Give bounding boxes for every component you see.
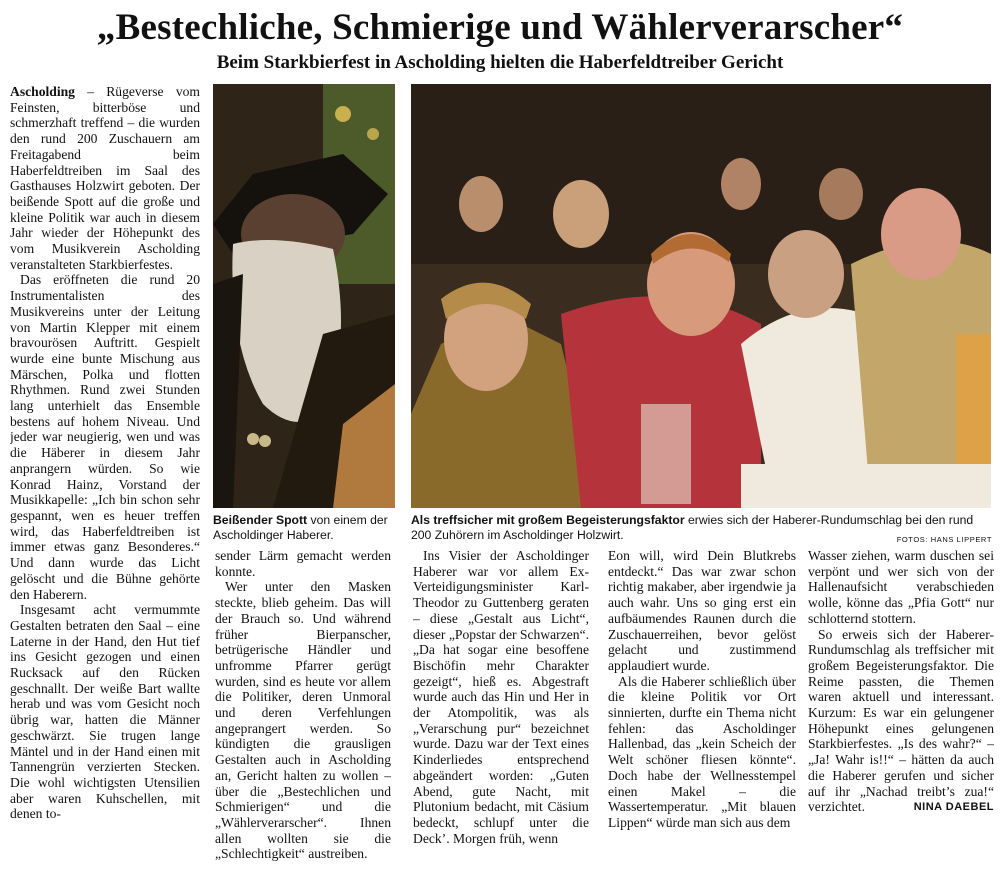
paragraph-text: – Rügeverse vom Feinsten, bitterböse und schmerzhaft treffend – die wurden den rund 200 Zuschauern am Freitagabend beim Haberfeldtreiben im Saal des Gasthauses Holzwirt geboten. Der beißende Spott auf die große und kleine Politik war auch in diesem Jahr wieder der Höhepunkt des vom Musikverein Ascholding veranstalteten Starkbierfestes. [10, 84, 200, 272]
headline: „Bestechliche, Schmierige und Wählerverarscher“ [96, 7, 904, 48]
paragraph: Als die Haberer schließlich über die kleine Politik vor Ort sinnierten, durfte ein Thema nicht fehlen: das Ascholdinger Hallenbad, das „kein Scheich der Welt schöner fliesen könnte“. Doch habe der Wellnesstempel einen Makel – die Wassertemperatur. „Mit blauen Lippen“ würde man sich aus dem [608, 673, 796, 830]
article-column-4 [608, 548, 796, 884]
author-signature: NINA DAEBEL [913, 800, 994, 813]
paragraph: Ins Visier der Ascholdinger Haberer war vor allem Ex-Verteidigungsminister Karl-Theodor zu Guttenberg geraten – diese „Gestalt aus Licht“, dieser „Popstar der Schwarzen“. „Da hat sogar eine besoffene Bischöfin mehr Charakter gezeigt“, hieß es. Abgestraft wurde auch das Hin und Her in der Atompolitik, was als „Verarschung pur“ bezeichnet wurde. Dazu war der Text eines Kinderliedes entsprechend abgeändert worden: „Guten Abend, gute Nacht, mit Plutonium bedacht, mit Cäsium bedeckt, schlupf unter die Deck’. Morgen früh, wenn [413, 548, 589, 846]
photo-audience-image [411, 84, 991, 508]
dateline: Ascholding [10, 84, 75, 99]
caption-bold: Als treffsicher mit großem Begeisterungsfaktor [411, 513, 685, 527]
photo-caption-1 [213, 513, 395, 543]
paragraph: sender Lärm gemacht werden konnte. [215, 548, 391, 579]
photo-haberer [213, 84, 395, 508]
photo-credit: FOTOS: HANS LIPPERT [896, 535, 992, 544]
paragraph: So erweis sich der Haberer-Rundumschlag als treffsicher mit großem Begeisterungsfaktor. Die Reime passten, die Themen waren aktuell und interessant. Kurzum: Es war ein gelungener Höhepunkt eines gelungenen Starkbierfestes. „Is des wahr?“ – „Ja! Wahr is!!“ – hätten da auch die Haberer gerufen und sicher auf ihr „Nachad treibt’s zua!“ verzichtet. [808, 626, 994, 815]
paragraph: Insgesamt acht vermummte Gestalten betraten den Saal – eine Laterne in der Hand, den Hut tief ins Gesicht gezogen und einen Rucksack auf den Rücken geschnallt. Der weiße Bart wallte herab und was vom Gesicht noch übrig war, hatten die Männer geschwärzt. Sie trugen lange Mäntel und in der Hand einen mit Tannengrün verzierten Stecken. Die wohl wichtigsten Utensilien aber waren Kuhschellen, mit denen to- [10, 602, 200, 822]
article-column-2 [215, 548, 391, 884]
paragraph: Das eröffneten die rund 20 Instrumentalisten des Musikvereins unter der Leitung von Martin Klepper mit einem bravourösen Auftritt. Gespielt wurde eine bunte Mischung aus Märschen, Polka und flotten Rhythmen. Rund zwei Stunden lang unterhielt das Ensemble bestens auf hohem Niveau. Und jeder war neugierig, wen und was die Häberer in diesem Jahr anprangern würden. So wie Konrad Hainz, Vorstand der Musikkapelle: „Ich bin schon sehr gespannt, wen es heuer treffen wird, das Haberfeldtreiben ist immer etwas ganz Besonderes.“ Und dann wurde das Licht gelöscht und die Bühne gehörte den Haberern. [10, 272, 200, 602]
paragraph: Wasser ziehen, warm duschen sei verpönt und wer sich von der Hallenaufsicht verabschieden wolle, könne das „Pfia Gott“ nur schlotternd stottern. [808, 548, 994, 626]
caption-text: erwies sich der Haberer-Rundumschlag bei den rund 200 Zuhörern im Ascholdinger Holzwirt. [411, 513, 974, 542]
caption-bold: Beißender Spott [213, 513, 308, 527]
paragraph [10, 84, 200, 272]
photo-haberer-image [213, 84, 395, 508]
article-column-3 [413, 548, 589, 884]
article-column-1 [10, 84, 200, 882]
article-column-5 [808, 548, 994, 884]
paragraph: Wer unter den Masken steckte, blieb geheim. Das will der Brauch so. Und während früher Bierpanscher, betrügerische Händler und unfromme Pfarrer gerügt wurden, sind es heute vor allem die Politiker, deren Unmoral und deren Verfehlungen angeprangert werden. So kündigten die grausligen Gestalten auch in Ascholding an, Gericht halten zu wollen – über die „Bestechlichen und Schmierigen“ und die „Wählerverarscher“. Ihnen allen wollten sie die „Schlechtigkeit“ austreiben. [215, 579, 391, 862]
caption-text: von einem der Ascholdinger Haberer. [213, 513, 388, 542]
photo-audience [411, 84, 991, 508]
paragraph: Eon will, wird Dein Blutkrebs entdeckt.“ Das war zwar schon richtig makaber, aber irgendwie ja auch wahr. Uns so ging erst ein aufbäumendes Raunen durch die Zuschauerreihen, bevor gelöst gelacht und zustimmend applaudiert wurde. [608, 548, 796, 673]
subheadline: Beim Starkbierfest in Ascholding hielten die Haberfeldtreiber Gericht [216, 52, 784, 73]
